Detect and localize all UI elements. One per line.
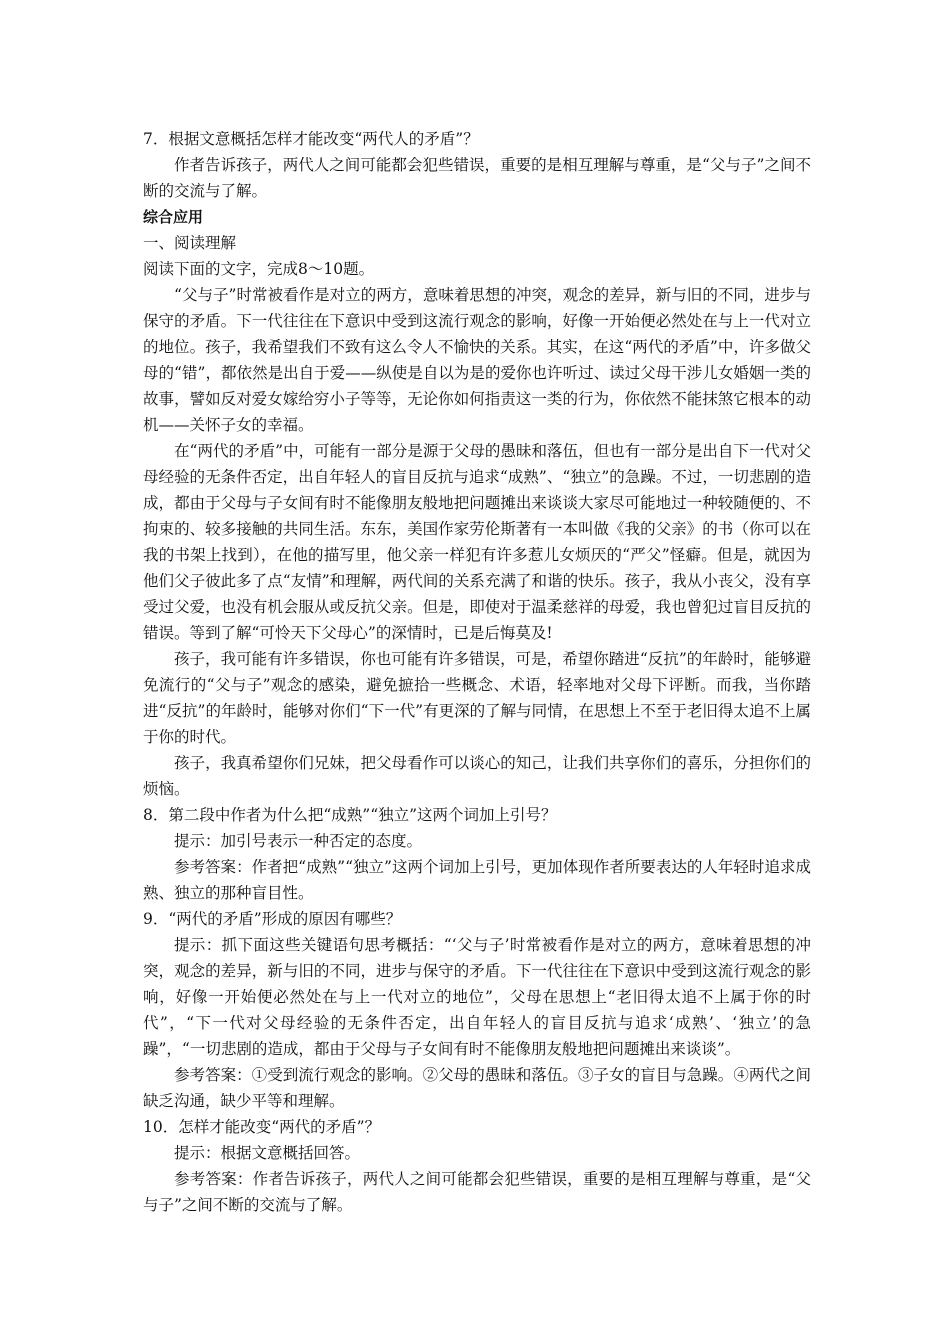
section-title: 综合应用	[143, 208, 204, 226]
answer-10: 参考答案：作者告诉孩子，两代人之间可能都会犯些错误，重要的是相互理解与尊重，是“父与子”之间不断的交流与了解。	[143, 1170, 811, 1214]
passage-paragraph-1: “父与子”时常被看作是对立的两方，意味着思想的冲突，观念的差异，新与旧的不同，进步与保守的矛盾。下一代往往在下意识中受到这流行观念的影响，好像一开始便必然处在与上一代对立的地位。孩子，我希望我们不致有这么令人不愉快的关系。其实，在这“两代的矛盾”中，许多做父母的“错”，都依然是出自于爱——纵使是自以为是的爱你也许听过、读过父母干涉儿女婚姻一类的故事，譬如反对爱女嫁给穷小子等等，无论你如何指责这一类的行为，你依然不能抹煞它根本的动机——关怀子女的幸福。	[143, 286, 811, 434]
document-page	[143, 126, 811, 1218]
answer-7: 作者告诉孩子，两代人之间可能都会犯些错误，重要的是相互理解与尊重，是“父与子”之间不断的交流与了解。	[143, 156, 811, 200]
section-subtitle: 一、阅读理解	[143, 234, 237, 252]
hint-9: 提示：抓下面这些关键语句思考概括：“‘父与子’时常被看作是对立的两方，意味着思想的冲突，观念的差异，新与旧的不同，进步与保守的矛盾。下一代往往在下意识中受到这流行观念的影响，好像一开始便必然处在与上一代对立的地位”，父母在思想上“老旧得太追不上属于你的时代”，“下一代对父母经验的无条件否定，出自年轻人的盲目反抗与追求‘成熟’、‘独立’的急躁”，“一切悲剧的造成，都由于父母与子女间有时不能像朋友般地把问题摊出来谈谈”。	[143, 936, 811, 1058]
passage-paragraph-4: 孩子，我真希望你们兄妹，把父母看作可以谈心的知己，让我们共享你们的喜乐，分担你们的烦恼。	[143, 754, 811, 798]
hint-10: 提示：根据文意概括回答。	[174, 1144, 361, 1162]
section-instruction: 阅读下面的文字，完成8～10题。	[143, 260, 375, 278]
passage-paragraph-2: 在“两代的矛盾”中，可能有一部分是源于父母的愚昧和落伍，但也有一部分是出自下一代对父母经验的无条件否定，出自年轻人的盲目反抗与追求“成熟”、“独立”的急躁。不过，一切悲剧的造成，都由于父母与子女间有时不能像朋友般地把问题摊出来谈谈大家尽可能地过一种较随便的、不拘束的、较多接触的共同生活。东东，美国作家劳伦斯著有一本叫做《我的父亲》的书（你可以在我的书架上找到），在他的描写里，他父亲一样犯有许多惹儿女烦厌的“严父”怪癖。但是，就因为他们父子彼此多了点“友情”和理解，两代间的关系充满了和谐的快乐。孩子，我从小丧父，没有享受过父爱，也没有机会服从或反抗父亲。但是，即使对于温柔慈祥的母爱，我也曾犯过盲目反抗的错误。等到了解“可怜天下父母心”的深情时，已是后悔莫及!	[143, 442, 811, 642]
answer-9: 参考答案：①受到流行观念的影响。②父母的愚昧和落伍。③子女的盲目与急躁。④两代之间缺乏沟通，缺少平等和理解。	[143, 1066, 811, 1110]
hint-8: 提示：加引号表示一种否定的态度。	[174, 832, 423, 850]
question-10: 10．怎样才能改变“两代的矛盾”？	[143, 1118, 381, 1136]
question-8: 8．第二段中作者为什么把“成熟”“独立”这两个词加上引号？	[143, 806, 557, 824]
question-9: 9．“两代的矛盾”形成的原因有哪些？	[143, 910, 402, 928]
question-7: 7．根据文意概括怎样才能改变“两代人的矛盾”？	[143, 130, 479, 148]
passage-paragraph-3: 孩子，我可能有许多错误，你也可能有许多错误，可是，希望你踏进“反抗”的年龄时，能够避免流行的“父与子”观念的感染，避免摭拾一些概念、术语，轻率地对父母下评断。而我，当你踏进“反抗”的年龄时，能够对你们“下一代”有更深的了解与同情，在思想上不至于老旧得太追不上属于你的时代。	[143, 650, 811, 746]
answer-8: 参考答案：作者把“成熟”“独立”这两个词加上引号，更加体现作者所要表达的人年轻时追求成熟、独立的那种盲目性。	[143, 858, 811, 902]
